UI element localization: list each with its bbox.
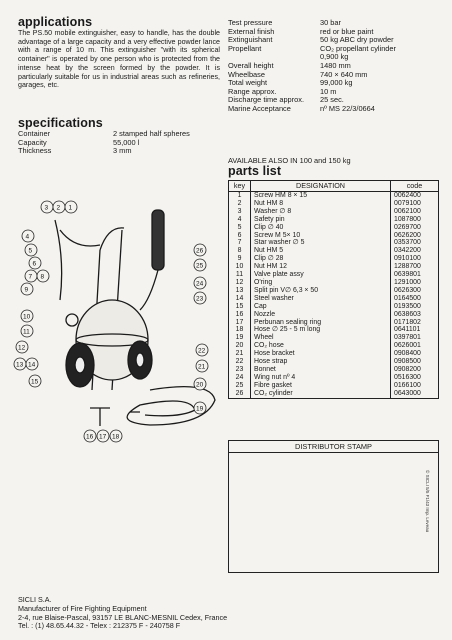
part-code: 0062400: [391, 192, 439, 200]
part-designation: Safety pin: [251, 216, 391, 224]
part-code: 0626200: [391, 232, 439, 240]
table-row: [229, 366, 439, 374]
callout-label: 12: [18, 344, 26, 352]
diagram-drawing: [55, 210, 215, 426]
part-code: 0171802: [391, 319, 439, 327]
part-designation: Steel washer: [251, 295, 391, 303]
spec-label: Container: [18, 129, 51, 138]
part-designation: Nut HM 5: [251, 247, 391, 255]
part-code: 0639801: [391, 271, 439, 279]
callout-label: 15: [31, 378, 39, 386]
callout-26: [194, 244, 206, 256]
callout-label: 26: [196, 247, 204, 255]
callout-label: 21: [198, 363, 206, 371]
part-code: 0516300: [391, 374, 439, 382]
table-row: [229, 303, 439, 311]
callout-25: [194, 259, 206, 271]
applications-text: The PS.50 mobile extinguisher, easy to handle, has the double advantage of a large capacity and a very effective powder lance with a range of 10 m. This extinguisher "with its spherical container" is operated by one person who is protected from the intense heat by the screen formed by the powder. It is particularly suitable for us in industrial areas such as refineries, garages, etc.: [18, 29, 220, 90]
part-code: 0908500: [391, 358, 439, 366]
part-designation: Star washer ∅ 5: [251, 239, 391, 247]
parts-table: [228, 180, 439, 399]
part-code: 1288700: [391, 263, 439, 271]
tech-value: CO₂ propellant cylinder: [320, 43, 396, 53]
table-row: [229, 295, 439, 303]
callout-label: 8: [40, 273, 45, 281]
applications-title: applications: [18, 15, 93, 29]
spec-label: Thickness: [18, 146, 52, 156]
callout-10: [21, 310, 33, 322]
part-key: 6: [229, 232, 251, 240]
part-code: 0397801: [391, 334, 439, 342]
callout-label: 19: [196, 405, 204, 413]
part-designation: Fibre gasket: [251, 382, 391, 390]
co2-cylinder-drawing: [152, 210, 164, 270]
part-key: 3: [229, 208, 251, 216]
tech-value: 1480 mm: [320, 60, 351, 70]
table-row: [229, 334, 439, 342]
nozzle-drawing: [90, 408, 140, 426]
callout-21: [196, 360, 208, 372]
callout-7: [25, 270, 37, 282]
part-designation: Split pin V∅ 6,3 × 50: [251, 287, 391, 295]
lance-hose: [55, 220, 100, 300]
part-code: 0908200: [391, 366, 439, 374]
callout-label: 22: [198, 347, 206, 355]
header-key: key: [229, 181, 251, 192]
tech-value: red or blue paint: [320, 26, 374, 36]
specifications-list: [18, 130, 218, 156]
callout-19: [194, 402, 206, 414]
tech-label: Wheelbase: [228, 69, 265, 79]
part-code: 0908400: [391, 350, 439, 358]
part-designation: Hose ∅ 25 - 5 m long: [251, 326, 391, 334]
part-key: 23: [229, 366, 251, 374]
callout-12: [16, 341, 28, 353]
part-code: 0164500: [391, 295, 439, 303]
callout-11: [21, 325, 33, 337]
part-key: 8: [229, 247, 251, 255]
part-designation: Cap: [251, 303, 391, 311]
tech-label: External finish: [228, 26, 275, 36]
callout-16: [84, 430, 96, 442]
callout-2: [53, 201, 65, 213]
part-designation: Screw HM 8 × 15: [251, 192, 391, 200]
footer-line2: 2-4, rue Blaise-Pascal, 93157 LE BLANC-MESNIL Cedex, France: [18, 612, 228, 622]
tech-label: Marine Acceptance: [228, 103, 291, 113]
callout-label: 10: [23, 313, 31, 321]
part-key: 9: [229, 255, 251, 263]
part-code: 0638603: [391, 311, 439, 319]
footer-company: SICLI S.A.: [18, 595, 52, 604]
spec-label: Capacity: [18, 137, 47, 147]
table-row: [229, 374, 439, 382]
tech-label: Range approx.: [228, 86, 277, 96]
tech-value: 0,900 kg: [320, 52, 349, 62]
callout-label: 1: [68, 204, 73, 212]
availability-note: AVAILABLE ALSO IN 100 and 150 kg: [228, 156, 351, 165]
part-key: 21: [229, 350, 251, 358]
callout-label: 18: [112, 433, 120, 441]
callout-3: [41, 201, 53, 213]
part-code: 0353700: [391, 239, 439, 247]
callout-label: 4: [25, 233, 30, 241]
footer-line1: Manufacturer of Fire Fighting Equipment: [18, 603, 147, 613]
callout-14: [26, 358, 38, 370]
part-code: 0626300: [391, 287, 439, 295]
part-designation: Nut HM 12: [251, 263, 391, 271]
part-designation: Clip ∅ 40: [251, 224, 391, 232]
part-designation: Clip ∅ 28: [251, 255, 391, 263]
table-row: [229, 200, 439, 208]
callout-5: [25, 244, 37, 256]
part-key: 2: [229, 200, 251, 208]
part-code: 0079100: [391, 200, 439, 208]
right-hub: [136, 353, 144, 367]
callout-label: 17: [99, 433, 107, 441]
part-code: 0910100: [391, 255, 439, 263]
spec-row: [18, 147, 218, 156]
tech-value: 740 × 640 mm: [320, 69, 368, 79]
part-key: 4: [229, 216, 251, 224]
callout-label: 14: [28, 361, 36, 369]
table-row: [229, 287, 439, 295]
part-designation: CO₂ hose: [251, 342, 391, 350]
specifications-title: specifications: [18, 116, 103, 130]
table-row: [229, 326, 439, 334]
part-code: 0166100: [391, 382, 439, 390]
part-key: 15: [229, 303, 251, 311]
part-key: 5: [229, 224, 251, 232]
part-designation: Valve plate assy: [251, 271, 391, 279]
part-key: 14: [229, 295, 251, 303]
tech-value: 30 bar: [320, 18, 341, 27]
callout-label: 24: [196, 280, 204, 288]
part-designation: Screw M 5× 10: [251, 232, 391, 240]
part-key: 11: [229, 271, 251, 279]
tech-label: Test pressure: [228, 18, 273, 27]
part-key: 12: [229, 279, 251, 287]
callout-label: 9: [24, 286, 29, 294]
callout-17: [97, 430, 109, 442]
callout-label: 16: [86, 433, 94, 441]
part-code: 0342200: [391, 247, 439, 255]
callout-9: [21, 283, 33, 295]
parts-header-row: [229, 181, 439, 192]
callout-label: 2: [56, 204, 61, 212]
parts-list-title: parts list: [228, 164, 282, 178]
table-row: [229, 350, 439, 358]
table-row: [229, 192, 439, 200]
part-code: 0269700: [391, 224, 439, 232]
table-row: [229, 232, 439, 240]
tech-value: 25 sec.: [320, 95, 344, 105]
part-key: 1: [229, 192, 251, 200]
technical-specs: [228, 19, 438, 114]
part-key: 13: [229, 287, 251, 295]
table-row: [229, 255, 439, 263]
part-code: 0193500: [391, 303, 439, 311]
tech-value: 50 kg ABC dry powder: [320, 35, 394, 45]
tech-label: Discharge time approx.: [228, 95, 304, 105]
part-key: 26: [229, 390, 251, 398]
tech-value: 10 m: [320, 86, 337, 96]
part-code: 1291000: [391, 279, 439, 287]
part-code: 0626001: [391, 342, 439, 350]
tech-value: 99,000 kg: [320, 78, 353, 88]
part-designation: Hose bracket: [251, 350, 391, 358]
callout-23: [194, 292, 206, 304]
print-side-note: © SICLI 5/5 F1/43 Imp. Leveau: [425, 470, 430, 533]
tech-label: Overall height: [228, 60, 274, 70]
callout-label: 13: [16, 361, 24, 369]
table-row: [229, 247, 439, 255]
extinguisher-diagram: [0, 190, 225, 450]
parts-body: [229, 192, 439, 399]
callout-18: [110, 430, 122, 442]
header-code: code: [391, 181, 439, 192]
callout-15: [29, 375, 41, 387]
part-key: 24: [229, 374, 251, 382]
part-designation: Nut HM 8: [251, 200, 391, 208]
co2-hose-drawing: [140, 270, 158, 310]
distributor-stamp-box: [228, 440, 439, 573]
part-designation: Bonnet: [251, 366, 391, 374]
callout-label: 23: [196, 295, 204, 303]
callout-8: [37, 270, 49, 282]
tech-label: Extinguishant: [228, 35, 273, 45]
tech-label: Total weight: [228, 78, 268, 88]
table-row: [229, 342, 439, 350]
table-row: [229, 279, 439, 287]
callout-label: 11: [23, 328, 30, 336]
part-designation: O'ring: [251, 279, 391, 287]
table-row: [229, 311, 439, 319]
part-designation: Perbunan sealing ring: [251, 319, 391, 327]
part-designation: Hose strap: [251, 358, 391, 366]
part-key: 17: [229, 319, 251, 327]
callout-label: 7: [28, 273, 33, 281]
part-key: 10: [229, 263, 251, 271]
callout-4: [22, 230, 34, 242]
part-code: 1087800: [391, 216, 439, 224]
spec-value: 2 stamped half spheres: [113, 129, 190, 138]
part-key: 18: [229, 326, 251, 334]
callout-label: 3: [44, 204, 49, 212]
footer: [18, 596, 227, 631]
tech-value: nº MS 22/3/0664: [320, 103, 375, 113]
table-row: [229, 319, 439, 327]
callout-24: [194, 277, 206, 289]
table-row: [229, 208, 439, 216]
table-row: [229, 263, 439, 271]
spec-value: 55,000 l: [113, 137, 140, 147]
callout-13: [14, 358, 26, 370]
part-key: 22: [229, 358, 251, 366]
callout-22: [196, 344, 208, 356]
left-hub: [75, 357, 85, 373]
part-designation: Nozzle: [251, 311, 391, 319]
table-row: [229, 271, 439, 279]
table-row: [229, 216, 439, 224]
part-key: 25: [229, 382, 251, 390]
part-designation: Washer ∅ 8: [251, 208, 391, 216]
header-designation: DESIGNATION: [251, 181, 391, 192]
part-designation: CO₂ cylinder: [251, 390, 391, 398]
part-key: 16: [229, 311, 251, 319]
part-designation: Wing nut nº 4: [251, 374, 391, 382]
callout-label: 6: [32, 260, 37, 268]
spec-value: 3 mm: [113, 146, 132, 156]
part-code: 0062100: [391, 208, 439, 216]
callout-20: [194, 378, 206, 390]
table-row: [229, 224, 439, 232]
table-row: [229, 390, 439, 398]
callout-label: 25: [196, 262, 204, 270]
table-row: [229, 382, 439, 390]
tech-label: Propellant: [228, 43, 262, 53]
callout-label: 20: [196, 381, 204, 389]
part-key: 19: [229, 334, 251, 342]
part-key: 7: [229, 239, 251, 247]
tech-row: [228, 105, 438, 114]
footer-line3: Tel. : (1) 48.65.44.32 - Telex : 212375 F - 240758 F: [18, 621, 181, 631]
callout-1: [65, 201, 77, 213]
table-row: [229, 358, 439, 366]
distributor-stamp-label: DISTRIBUTOR STAMP: [229, 441, 438, 453]
callout-label: 5: [28, 247, 33, 255]
part-key: 20: [229, 342, 251, 350]
callout-6: [29, 257, 41, 269]
part-code: 0641101: [391, 326, 439, 334]
valve-plate-drawing: [66, 314, 78, 326]
table-row: [229, 239, 439, 247]
part-designation: Wheel: [251, 334, 391, 342]
part-code: 0643000: [391, 390, 439, 398]
